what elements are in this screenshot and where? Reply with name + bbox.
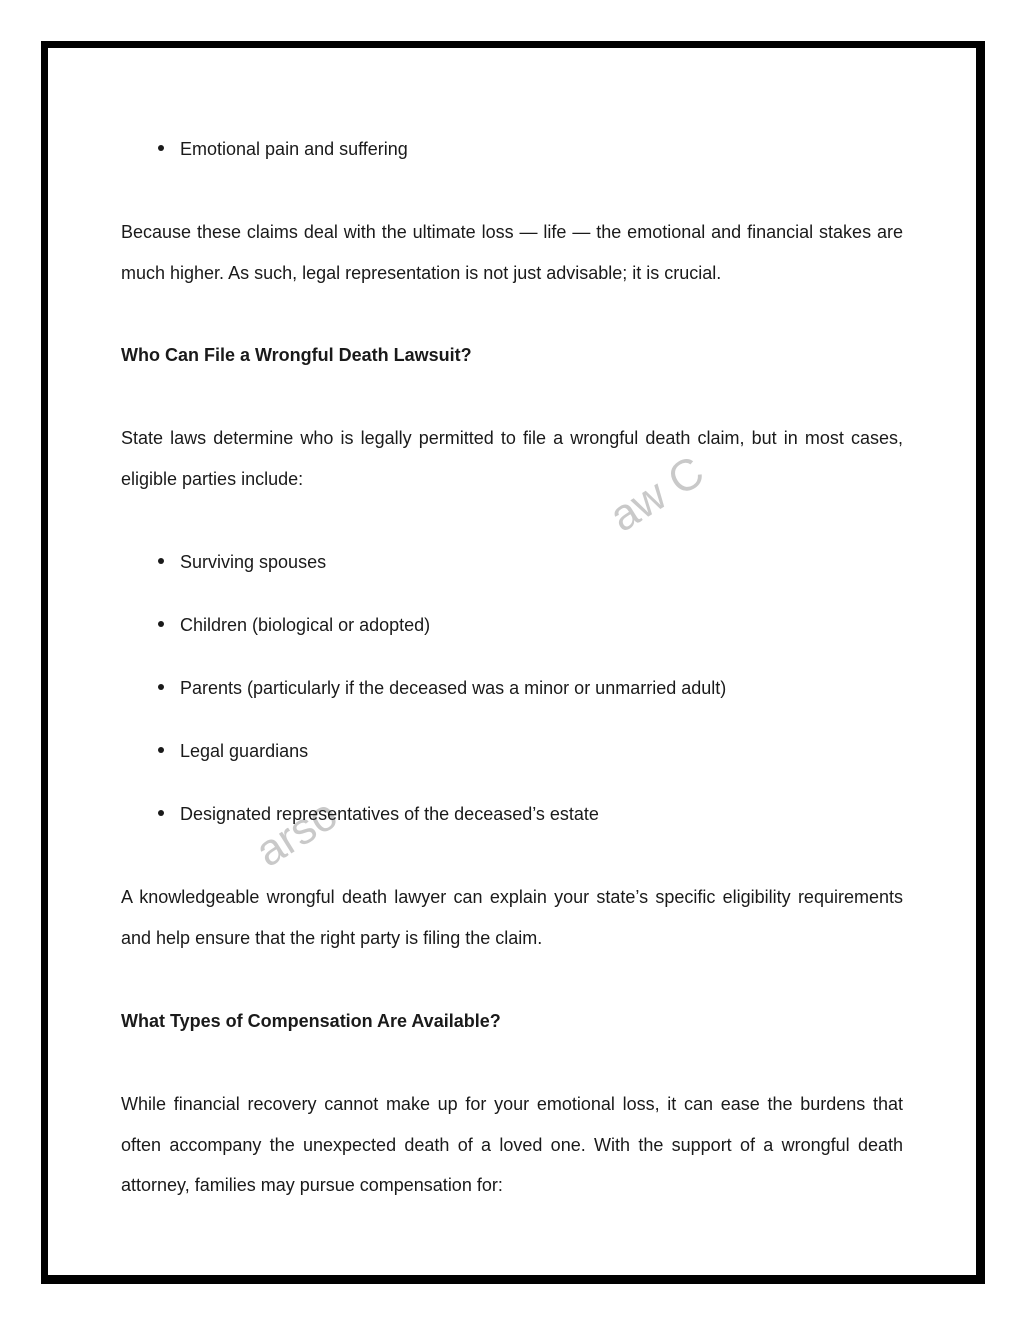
paragraph-line: often accompany the unexpected death of a loved one. With the support of a wrongful death <box>121 1134 903 1155</box>
list-item-text: Legal guardians <box>180 741 309 761</box>
paragraph-line: attorney, families may pursue compensation for: <box>121 1175 503 1195</box>
list-item <box>158 542 326 582</box>
paragraph-line: much higher. As such, legal representation is not just advisable; it is crucial. <box>121 262 722 283</box>
list-item <box>158 731 308 771</box>
paragraph-financial-recovery <box>121 1084 903 1206</box>
bullet-icon <box>158 621 164 627</box>
list-item-text: Designated representatives of the deceased’s estate <box>180 804 599 824</box>
bullet-icon <box>158 810 164 816</box>
list-item <box>158 794 599 834</box>
paragraph-state-laws <box>121 418 903 499</box>
paragraph-eligibility <box>121 877 903 958</box>
list-item-text: Surviving spouses <box>180 552 327 572</box>
paragraph-line: Because these claims deal with the ultimate loss — life — the emotional and financial stakes are <box>121 222 903 242</box>
bullet-icon <box>158 684 164 690</box>
paragraph-line: and help ensure that the right party is filing the claim. <box>121 927 543 948</box>
list-item-text: Emotional pain and suffering <box>180 139 408 159</box>
paragraph-stakes <box>121 212 903 293</box>
paragraph-line: While financial recovery cannot make up for your emotional loss, it can ease the burdens that <box>121 1094 903 1114</box>
bullet-icon <box>158 558 164 564</box>
watermark-fragment-top: aw C <box>601 446 713 542</box>
list-item-text: Parents (particularly if the deceased was a minor or unmarried adult) <box>180 678 727 698</box>
list-item-text: Children (biological or adopted) <box>180 615 431 635</box>
list-item <box>158 605 430 645</box>
list-item <box>158 129 408 169</box>
list-item <box>158 668 726 708</box>
watermark-fragment-bottom: arso <box>247 789 346 877</box>
paragraph-line: eligible parties include: <box>121 468 304 489</box>
paragraph-line: State laws determine who is legally permitted to file a wrongful death claim, but in most cases, <box>121 428 903 448</box>
section-heading-who-can-file: Who Can File a Wrongful Death Lawsuit? <box>121 345 472 365</box>
section-heading-compensation: What Types of Compensation Are Available? <box>121 1011 501 1031</box>
bullet-icon <box>158 145 164 151</box>
bullet-icon <box>158 747 164 753</box>
paragraph-line: A knowledgeable wrongful death lawyer can explain your state’s specific eligibility requirements <box>121 887 903 907</box>
